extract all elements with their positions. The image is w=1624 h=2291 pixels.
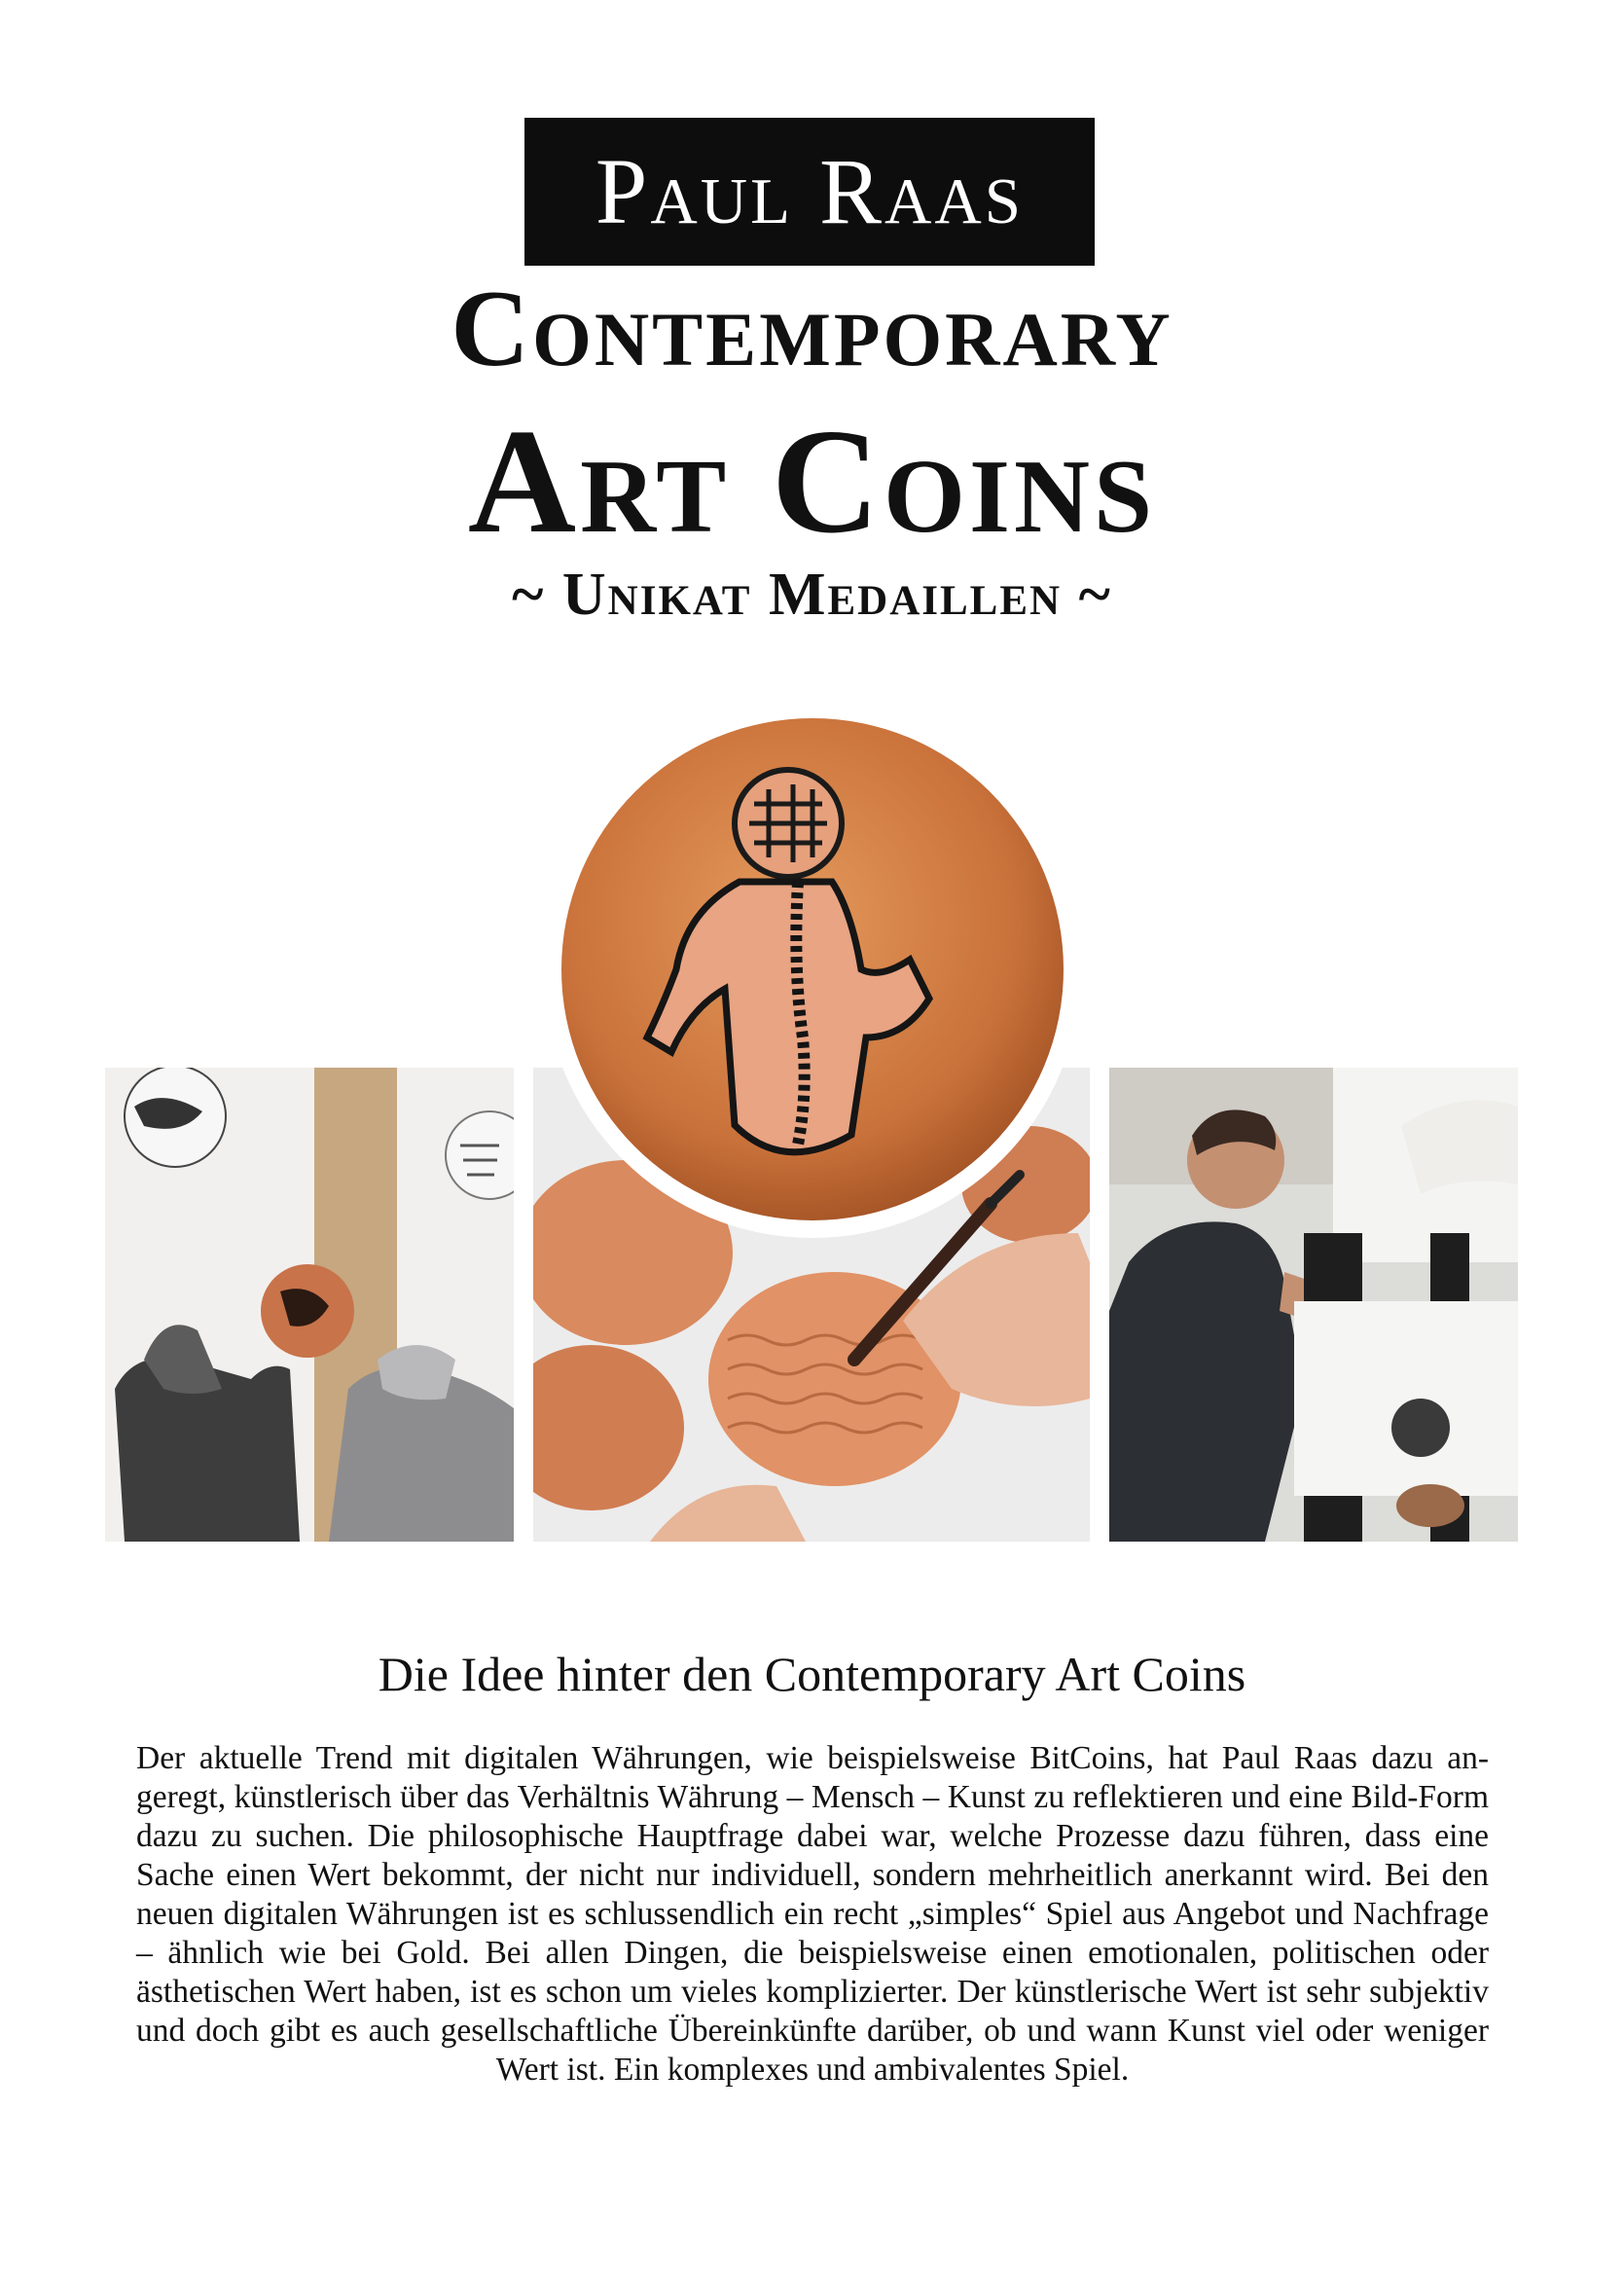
artist-name-banner xyxy=(524,118,1095,266)
title-line-2: Art Coins xyxy=(467,399,1157,564)
featured-coin xyxy=(544,701,1081,1238)
photo-gloved-hands xyxy=(105,1068,514,1542)
copper-coin-image xyxy=(559,716,1065,1222)
photo-printing-press xyxy=(1109,1068,1518,1542)
title-line-1: Contemporary xyxy=(451,269,1173,389)
gloved-hands-image xyxy=(105,1068,514,1542)
article-body: Der aktuelle Trend mit digitalen Währungen, wie beispielsweise BitCoins, hat Paul Raas dazu angeregt, künstlerisch über das Verhältnis Währung – Mensch – Kunst zu reflektieren und eine Bild-Form dazu zu suchen. Die philosophische Hauptfrage dabei war, welche Prozesse dazu führen, dass eine Sache einen Wert bekommt, der nicht nur individuell, sondern mehrheitlich anerkannt wird. Bei den neuen digitalen Währungen ist es schlussendlich ein recht „simples“ Spiel aus Angebot und Nachfrage – ähnlich wie bei Gold. Bei allen Dingen, die beispielsweise einen emotionalen, politischen oder ästhetischen Wert haben, ist es schon um vieles komplizierter. Der künstlerische Wert ist sehr subjektiv und doch gibt es auch gesellschaftliche Übereinkünfte darüber, ob und wann Kunst viel oder weniger Wert ist. Ein komplexes und ambivalentes Spiel. xyxy=(136,1740,1489,2088)
article-heading: Die Idee hinter den Contemporary Art Coins xyxy=(378,1647,1246,1701)
subtitle: ~ Unikat Medaillen ~ xyxy=(512,562,1112,628)
printing-press-image xyxy=(1109,1068,1518,1542)
artist-name: Paul Raas xyxy=(595,139,1025,243)
